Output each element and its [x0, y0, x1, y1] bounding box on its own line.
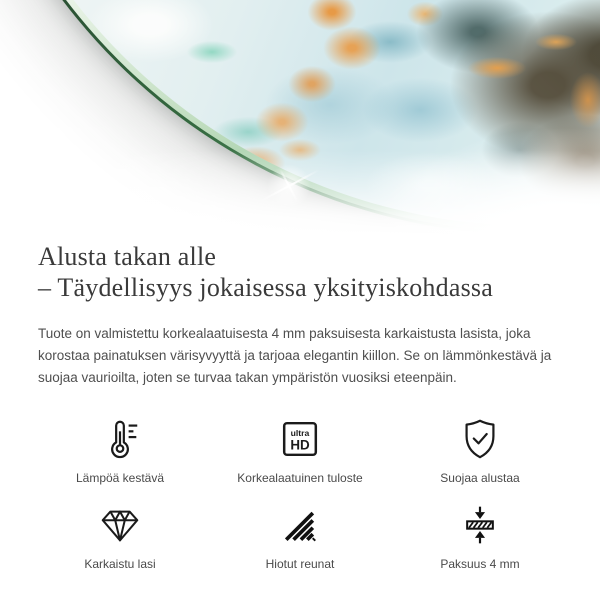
feature-grid	[30, 415, 570, 571]
svg-text:HD: HD	[290, 437, 310, 453]
page-title	[38, 241, 572, 303]
ultra-hd-icon	[277, 415, 323, 463]
feature-protects-base	[390, 415, 570, 485]
svg-text:ultra: ultra	[290, 428, 310, 439]
feature-label: Paksuus 4 mm	[440, 557, 520, 571]
feature-label: Hiotut reunat	[265, 557, 335, 571]
shield-check-icon	[457, 415, 503, 463]
description-section	[0, 241, 600, 571]
feature-high-quality-print	[210, 415, 390, 485]
product-hero-image	[0, 0, 600, 235]
thermometer-icon	[97, 415, 143, 463]
title-line-2: – Täydellisyys jokaisessa yksityiskohdassa	[38, 273, 493, 302]
feature-label: Karkaistu lasi	[84, 557, 156, 571]
feature-label: Lämpöä kestävä	[75, 471, 165, 485]
feature-label: Suojaa alustaa	[440, 471, 520, 485]
thickness-icon	[458, 501, 502, 549]
title-line-1: Alusta takan alle	[38, 242, 217, 271]
diamond-icon	[97, 501, 143, 549]
feature-tempered-glass	[30, 501, 210, 571]
feature-polished-edges	[210, 501, 390, 571]
feature-thickness	[390, 501, 570, 571]
feature-label: Korkealaatuinen tuloste	[237, 471, 363, 485]
feature-heat-resistant	[30, 415, 210, 485]
polished-edges-icon	[278, 501, 322, 549]
description-paragraph: Tuote on valmistettu korkealaatuisesta 4 mm paksuisesta karkaistusta lasista, joka korostaa painatuksen värisyvyyttä ja tarjoaa elegantin kiillon. Se on lämmönkestävä ja suojaa vaurioilta, joten se turvaa takan ympäristön vuosiksi eteenpäin.	[38, 326, 552, 385]
